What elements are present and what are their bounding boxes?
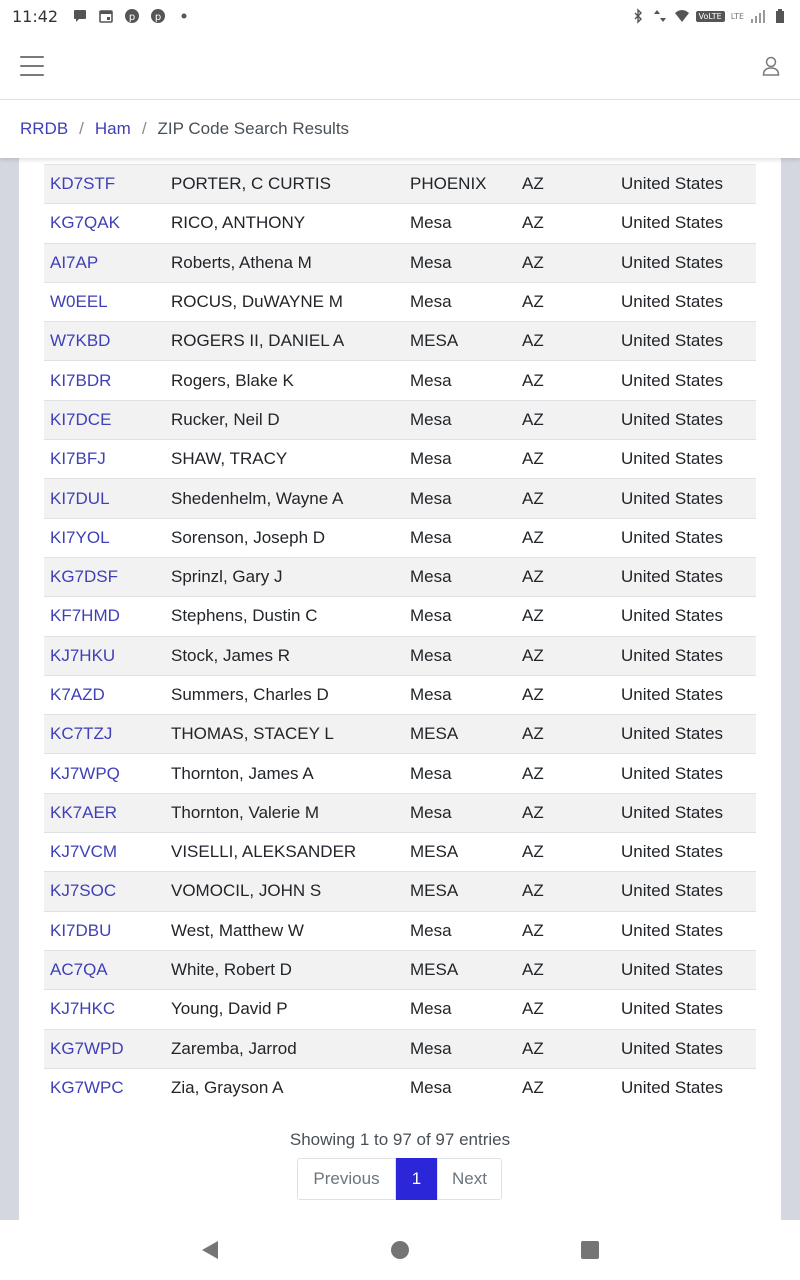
signal-icon	[750, 8, 766, 24]
name-cell: Thornton, Valerie M	[165, 793, 404, 832]
name-cell: Thornton, James A	[165, 754, 404, 793]
country-cell: United States	[615, 282, 756, 321]
country-cell: United States	[615, 793, 756, 832]
country-cell: United States	[615, 1029, 756, 1068]
state-cell: AZ	[516, 557, 615, 596]
callsign-link[interactable]: W7KBD	[44, 322, 165, 361]
state-cell: AZ	[516, 282, 615, 321]
country-cell: United States	[615, 361, 756, 400]
name-cell: ROCUS, DuWAYNE M	[165, 282, 404, 321]
state-cell: AZ	[516, 165, 615, 204]
table-row	[44, 636, 756, 675]
table-row	[44, 479, 756, 518]
callsign-link[interactable]: KI7DUL	[44, 479, 165, 518]
table-row	[44, 990, 756, 1029]
name-cell: Stock, James R	[165, 636, 404, 675]
name-cell: Stephens, Dustin C	[165, 597, 404, 636]
recents-icon[interactable]	[580, 1240, 600, 1260]
svg-text:p: p	[128, 12, 136, 23]
table-row	[44, 911, 756, 950]
breadcrumb-separator: /	[141, 119, 147, 138]
name-cell: Rucker, Neil D	[165, 400, 404, 439]
wifi-icon	[674, 8, 690, 24]
next-page-button[interactable]: Next	[437, 1158, 502, 1200]
previous-page-button[interactable]: Previous	[297, 1158, 396, 1200]
home-icon[interactable]	[390, 1240, 410, 1260]
data-arrows-icon	[652, 8, 668, 24]
name-cell: PORTER, C CURTIS	[165, 165, 404, 204]
hamburger-icon[interactable]	[20, 56, 44, 76]
country-cell: United States	[615, 165, 756, 204]
volte-badge: VoLTE	[696, 11, 725, 22]
state-cell: AZ	[516, 361, 615, 400]
pagination	[297, 1158, 502, 1200]
state-cell: AZ	[516, 518, 615, 557]
state-cell: AZ	[516, 950, 615, 989]
app-header	[0, 32, 800, 100]
callsign-link[interactable]: KJ7VCM	[44, 833, 165, 872]
country-cell: United States	[615, 597, 756, 636]
state-cell: AZ	[516, 243, 615, 282]
country-cell: United States	[615, 833, 756, 872]
entries-info: Showing 1 to 97 of 97 entries	[289, 1130, 511, 1149]
city-cell: Mesa	[404, 518, 516, 557]
city-cell: Mesa	[404, 754, 516, 793]
callsign-link[interactable]: KG7WPD	[44, 1029, 165, 1068]
city-cell: Mesa	[404, 675, 516, 714]
status-bar	[0, 0, 800, 32]
name-cell: Rogers, Blake K	[165, 361, 404, 400]
system-nav-bar	[0, 1220, 800, 1280]
state-cell: AZ	[516, 479, 615, 518]
country-cell: United States	[615, 911, 756, 950]
table-row	[44, 518, 756, 557]
country-cell: United States	[615, 440, 756, 479]
city-cell: MESA	[404, 715, 516, 754]
table-row	[44, 597, 756, 636]
name-cell: SHAW, TRACY	[165, 440, 404, 479]
callsign-link[interactable]: KI7BFJ	[44, 440, 165, 479]
callsign-link[interactable]: KJ7WPQ	[44, 754, 165, 793]
city-cell: MESA	[404, 872, 516, 911]
country-cell: United States	[615, 872, 756, 911]
table-row	[44, 557, 756, 596]
calendar-icon	[98, 8, 114, 24]
state-cell: AZ	[516, 793, 615, 832]
name-cell: Sorenson, Joseph D	[165, 518, 404, 557]
city-cell: Mesa	[404, 557, 516, 596]
name-cell: Roberts, Athena M	[165, 243, 404, 282]
city-cell: Mesa	[404, 793, 516, 832]
table-row	[44, 165, 756, 204]
callsign-link[interactable]: KG7QAK	[44, 204, 165, 243]
callsign-link[interactable]: KK7AER	[44, 793, 165, 832]
name-cell: RICO, ANTHONY	[165, 204, 404, 243]
callsign-link[interactable]: KC7TZJ	[44, 715, 165, 754]
state-cell: AZ	[516, 911, 615, 950]
city-cell: Mesa	[404, 204, 516, 243]
table-row	[44, 950, 756, 989]
country-cell: United States	[615, 204, 756, 243]
name-cell: Summers, Charles D	[165, 675, 404, 714]
table-row	[44, 872, 756, 911]
state-cell: AZ	[516, 990, 615, 1029]
country-cell: United States	[615, 990, 756, 1029]
country-cell: United States	[615, 322, 756, 361]
state-cell: AZ	[516, 322, 615, 361]
name-cell: THOMAS, STACEY L	[165, 715, 404, 754]
country-cell: United States	[615, 400, 756, 439]
country-cell: United States	[615, 636, 756, 675]
name-cell: Shedenhelm, Wayne A	[165, 479, 404, 518]
table-row	[44, 282, 756, 321]
results-table	[44, 164, 756, 1108]
city-cell: Mesa	[404, 282, 516, 321]
city-cell: Mesa	[404, 361, 516, 400]
user-icon[interactable]	[762, 56, 780, 76]
breadcrumb-link-ham[interactable]: Ham	[94, 119, 131, 138]
callsign-link[interactable]: KF7HMD	[44, 597, 165, 636]
state-cell: AZ	[516, 597, 615, 636]
country-cell: United States	[615, 479, 756, 518]
state-cell: AZ	[516, 204, 615, 243]
state-cell: AZ	[516, 872, 615, 911]
state-cell: AZ	[516, 1029, 615, 1068]
callsign-link[interactable]: KG7DSF	[44, 557, 165, 596]
country-cell: United States	[615, 557, 756, 596]
city-cell: Mesa	[404, 479, 516, 518]
table-row	[44, 1068, 756, 1107]
country-cell: United States	[615, 518, 756, 557]
table-row	[44, 675, 756, 714]
name-cell: Zaremba, Jarrod	[165, 1029, 404, 1068]
city-cell: Mesa	[404, 990, 516, 1029]
callsign-link[interactable]: KI7DBU	[44, 911, 165, 950]
state-cell: AZ	[516, 833, 615, 872]
name-cell: ROGERS II, DANIEL A	[165, 322, 404, 361]
pinterest-icon	[124, 8, 140, 24]
city-cell: Mesa	[404, 636, 516, 675]
breadcrumb-current: ZIP Code Search Results	[157, 119, 350, 138]
city-cell: MESA	[404, 950, 516, 989]
dot-icon	[176, 8, 192, 24]
name-cell: VISELLI, ALEKSANDER	[165, 833, 404, 872]
name-cell: Zia, Grayson A	[165, 1068, 404, 1107]
table-row	[44, 754, 756, 793]
country-cell: United States	[615, 715, 756, 754]
state-cell: AZ	[516, 675, 615, 714]
callsign-link[interactable]: KI7DCE	[44, 400, 165, 439]
status-time: 11:42	[12, 6, 59, 26]
page-1-button[interactable]: 1	[396, 1158, 437, 1200]
city-cell: Mesa	[404, 1068, 516, 1107]
table-row	[44, 243, 756, 282]
table-row	[44, 204, 756, 243]
city-cell: Mesa	[404, 1029, 516, 1068]
back-icon[interactable]	[200, 1239, 220, 1261]
callsign-link[interactable]: AI7AP	[44, 243, 165, 282]
state-cell: AZ	[516, 715, 615, 754]
table-row	[44, 715, 756, 754]
state-cell: AZ	[516, 636, 615, 675]
table-row	[44, 1029, 756, 1068]
table-row	[44, 440, 756, 479]
callsign-link[interactable]: KD7STF	[44, 165, 165, 204]
svg-text:p: p	[154, 12, 162, 23]
name-cell: West, Matthew W	[165, 911, 404, 950]
callsign-link[interactable]: K7AZD	[44, 675, 165, 714]
breadcrumb-separator: /	[79, 119, 84, 138]
callsign-link[interactable]: KJ7HKC	[44, 990, 165, 1029]
state-cell: AZ	[516, 754, 615, 793]
callsign-link[interactable]: KJ7SOC	[44, 872, 165, 911]
bluetooth-icon	[630, 8, 646, 24]
callsign-link[interactable]: W0EEL	[44, 282, 165, 321]
state-cell: AZ	[516, 400, 615, 439]
battery-icon	[772, 8, 788, 24]
city-cell: Mesa	[404, 440, 516, 479]
country-cell: United States	[615, 1068, 756, 1107]
city-cell: Mesa	[404, 597, 516, 636]
callsign-link[interactable]: KI7BDR	[44, 361, 165, 400]
callsign-link[interactable]: KI7YOL	[44, 518, 165, 557]
city-cell: Mesa	[404, 243, 516, 282]
name-cell: VOMOCIL, JOHN S	[165, 872, 404, 911]
table-row	[44, 322, 756, 361]
country-cell: United States	[615, 243, 756, 282]
name-cell: Young, David P	[165, 990, 404, 1029]
callsign-link[interactable]: AC7QA	[44, 950, 165, 989]
city-cell: MESA	[404, 322, 516, 361]
lte-label: LTE	[730, 11, 744, 21]
city-cell: PHOENIX	[404, 165, 516, 204]
city-cell: Mesa	[404, 911, 516, 950]
chat-icon	[72, 8, 88, 24]
results-card	[19, 158, 781, 1220]
table-row	[44, 793, 756, 832]
callsign-link[interactable]: KJ7HKU	[44, 636, 165, 675]
city-cell: Mesa	[404, 400, 516, 439]
name-cell: Sprinzl, Gary J	[165, 557, 404, 596]
callsign-link[interactable]: KG7WPC	[44, 1068, 165, 1107]
table-row	[44, 361, 756, 400]
breadcrumb-link-rrdb[interactable]: RRDB	[20, 119, 69, 138]
city-cell: MESA	[404, 833, 516, 872]
table-row	[44, 400, 756, 439]
country-cell: United States	[615, 675, 756, 714]
state-cell: AZ	[516, 1068, 615, 1107]
pinterest-icon	[150, 8, 166, 24]
country-cell: United States	[615, 754, 756, 793]
country-cell: United States	[615, 950, 756, 989]
table-row	[44, 833, 756, 872]
breadcrumb	[0, 100, 800, 158]
state-cell: AZ	[516, 440, 615, 479]
name-cell: White, Robert D	[165, 950, 404, 989]
